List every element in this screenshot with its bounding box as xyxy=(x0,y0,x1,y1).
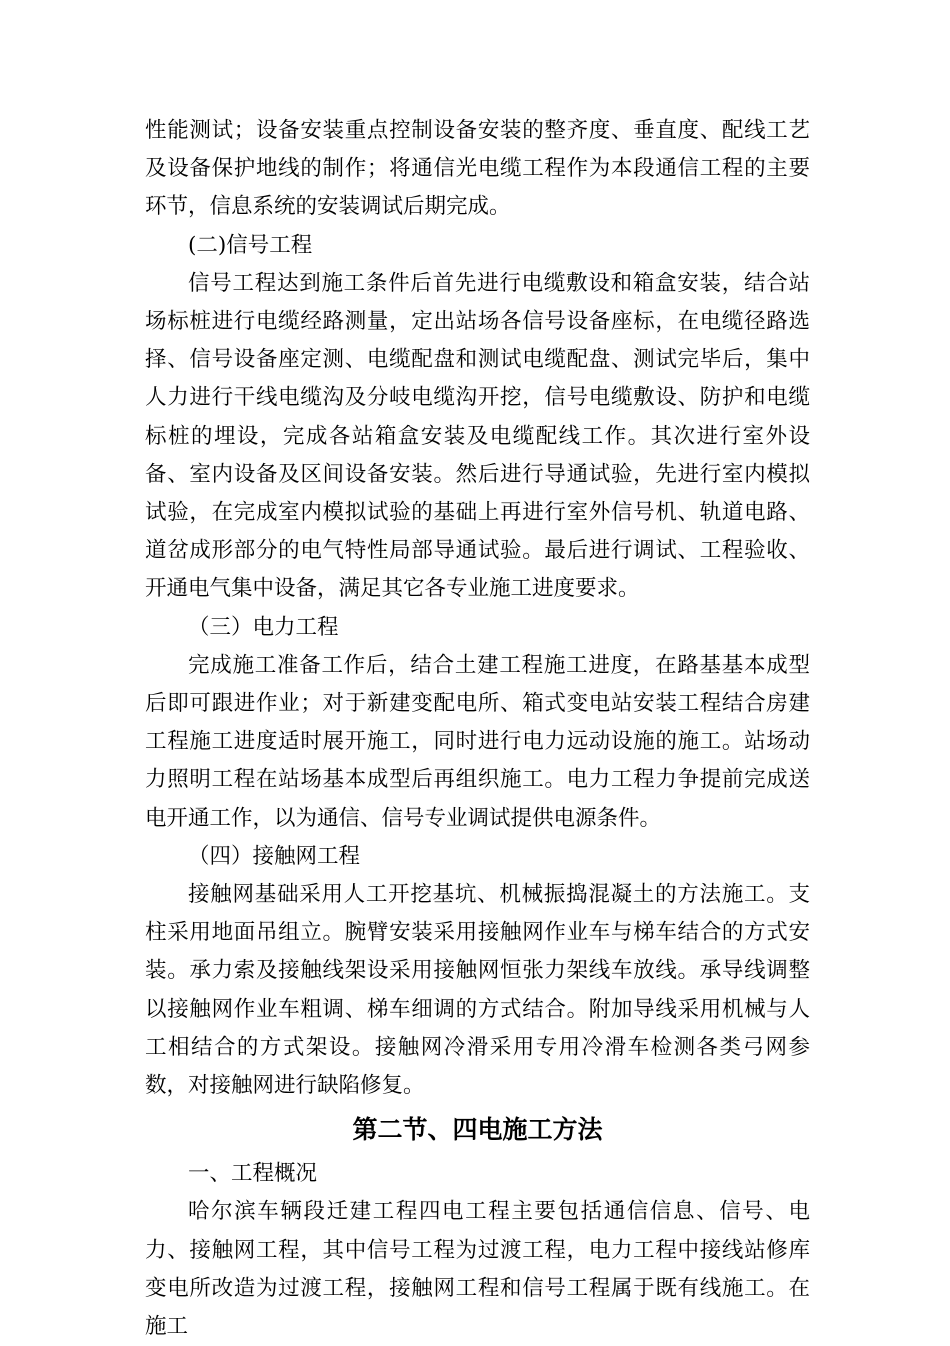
document-page xyxy=(145,112,810,1346)
paragraph-signal-engineering: 信号工程达到施工条件后首先进行电缆敷设和箱盒安装，结合站场标桩进行电缆经路测量，定出站场各信号设备座标，在电缆径路选择、信号设备座定测、电缆配盘和测试电缆配盘、测试完毕后，集中人力进行干线电缆沟及分岐电缆沟开挖，信号电缆敷设、防护和电缆标桩的埋设，完成各站箱盒安装及电缆配线工作。其次进行室外设备、室内设备及区间设备安装。然后进行导通试验，先进行室内模拟试验，在完成室内模拟试验的基础上再进行室外信号机、轨道电路、道岔成形部分的电气特性局部导通试验。最后进行调试、工程验收、开通电气集中设备，满足其它各专业施工进度要求。 xyxy=(145,270,810,602)
paragraph-catenary-engineering: 接触网基础采用人工开挖基坑、机械振捣混凝土的方法施工。支柱采用地面吊组立。腕臂安装采用接触网作业车与梯车结合的方式安装。承力索及接触线架设采用接触网恒张力架线车放线。承导线调整以接触网作业车粗调、梯车细调的方式结合。附加导线采用机械与人工相结合的方式架设。接触网冷滑采用专用冷滑车检测各类弓网参数，对接触网进行缺陷修复。 xyxy=(145,882,810,1099)
subheading-project-overview: 一、工程概况 xyxy=(188,1161,318,1187)
section-title: 第二节、四电施工方法 xyxy=(352,1115,603,1145)
paragraph-project-overview: 哈尔滨车辆段迁建工程四电工程主要包括通信信息、信号、电力、接触网工程，其中信号工程为过渡工程，电力工程中接线站修库变电所改造为过渡工程，接触网工程和信号工程属于既有线施工。在施工 xyxy=(145,1199,810,1340)
subheading-signal-engineering: (二)信号工程 xyxy=(188,232,313,258)
paragraph-continuation: 性能测试；设备安装重点控制设备安装的整齐度、垂直度、配线工艺及设备保护地线的制作；将通信光电缆工程作为本段通信工程的主要环节，信息系统的安装调试后期完成。 xyxy=(145,118,810,220)
subheading-catenary-engineering: （四）接触网工程 xyxy=(188,843,361,869)
subheading-power-engineering: （三）电力工程 xyxy=(188,614,339,640)
paragraph-power-engineering: 完成施工准备工作后，结合土建工程施工进度，在路基基本成型后即可跟进作业；对于新建变配电所、箱式变电站安装工程结合房建工程施工进度适时展开施工，同时进行电力远动设施的施工。站场动力照明工程在站场基本成型后再组织施工。电力工程力争提前完成送电开通工作，以为通信、信号专业调试提供电源条件。 xyxy=(145,652,810,831)
